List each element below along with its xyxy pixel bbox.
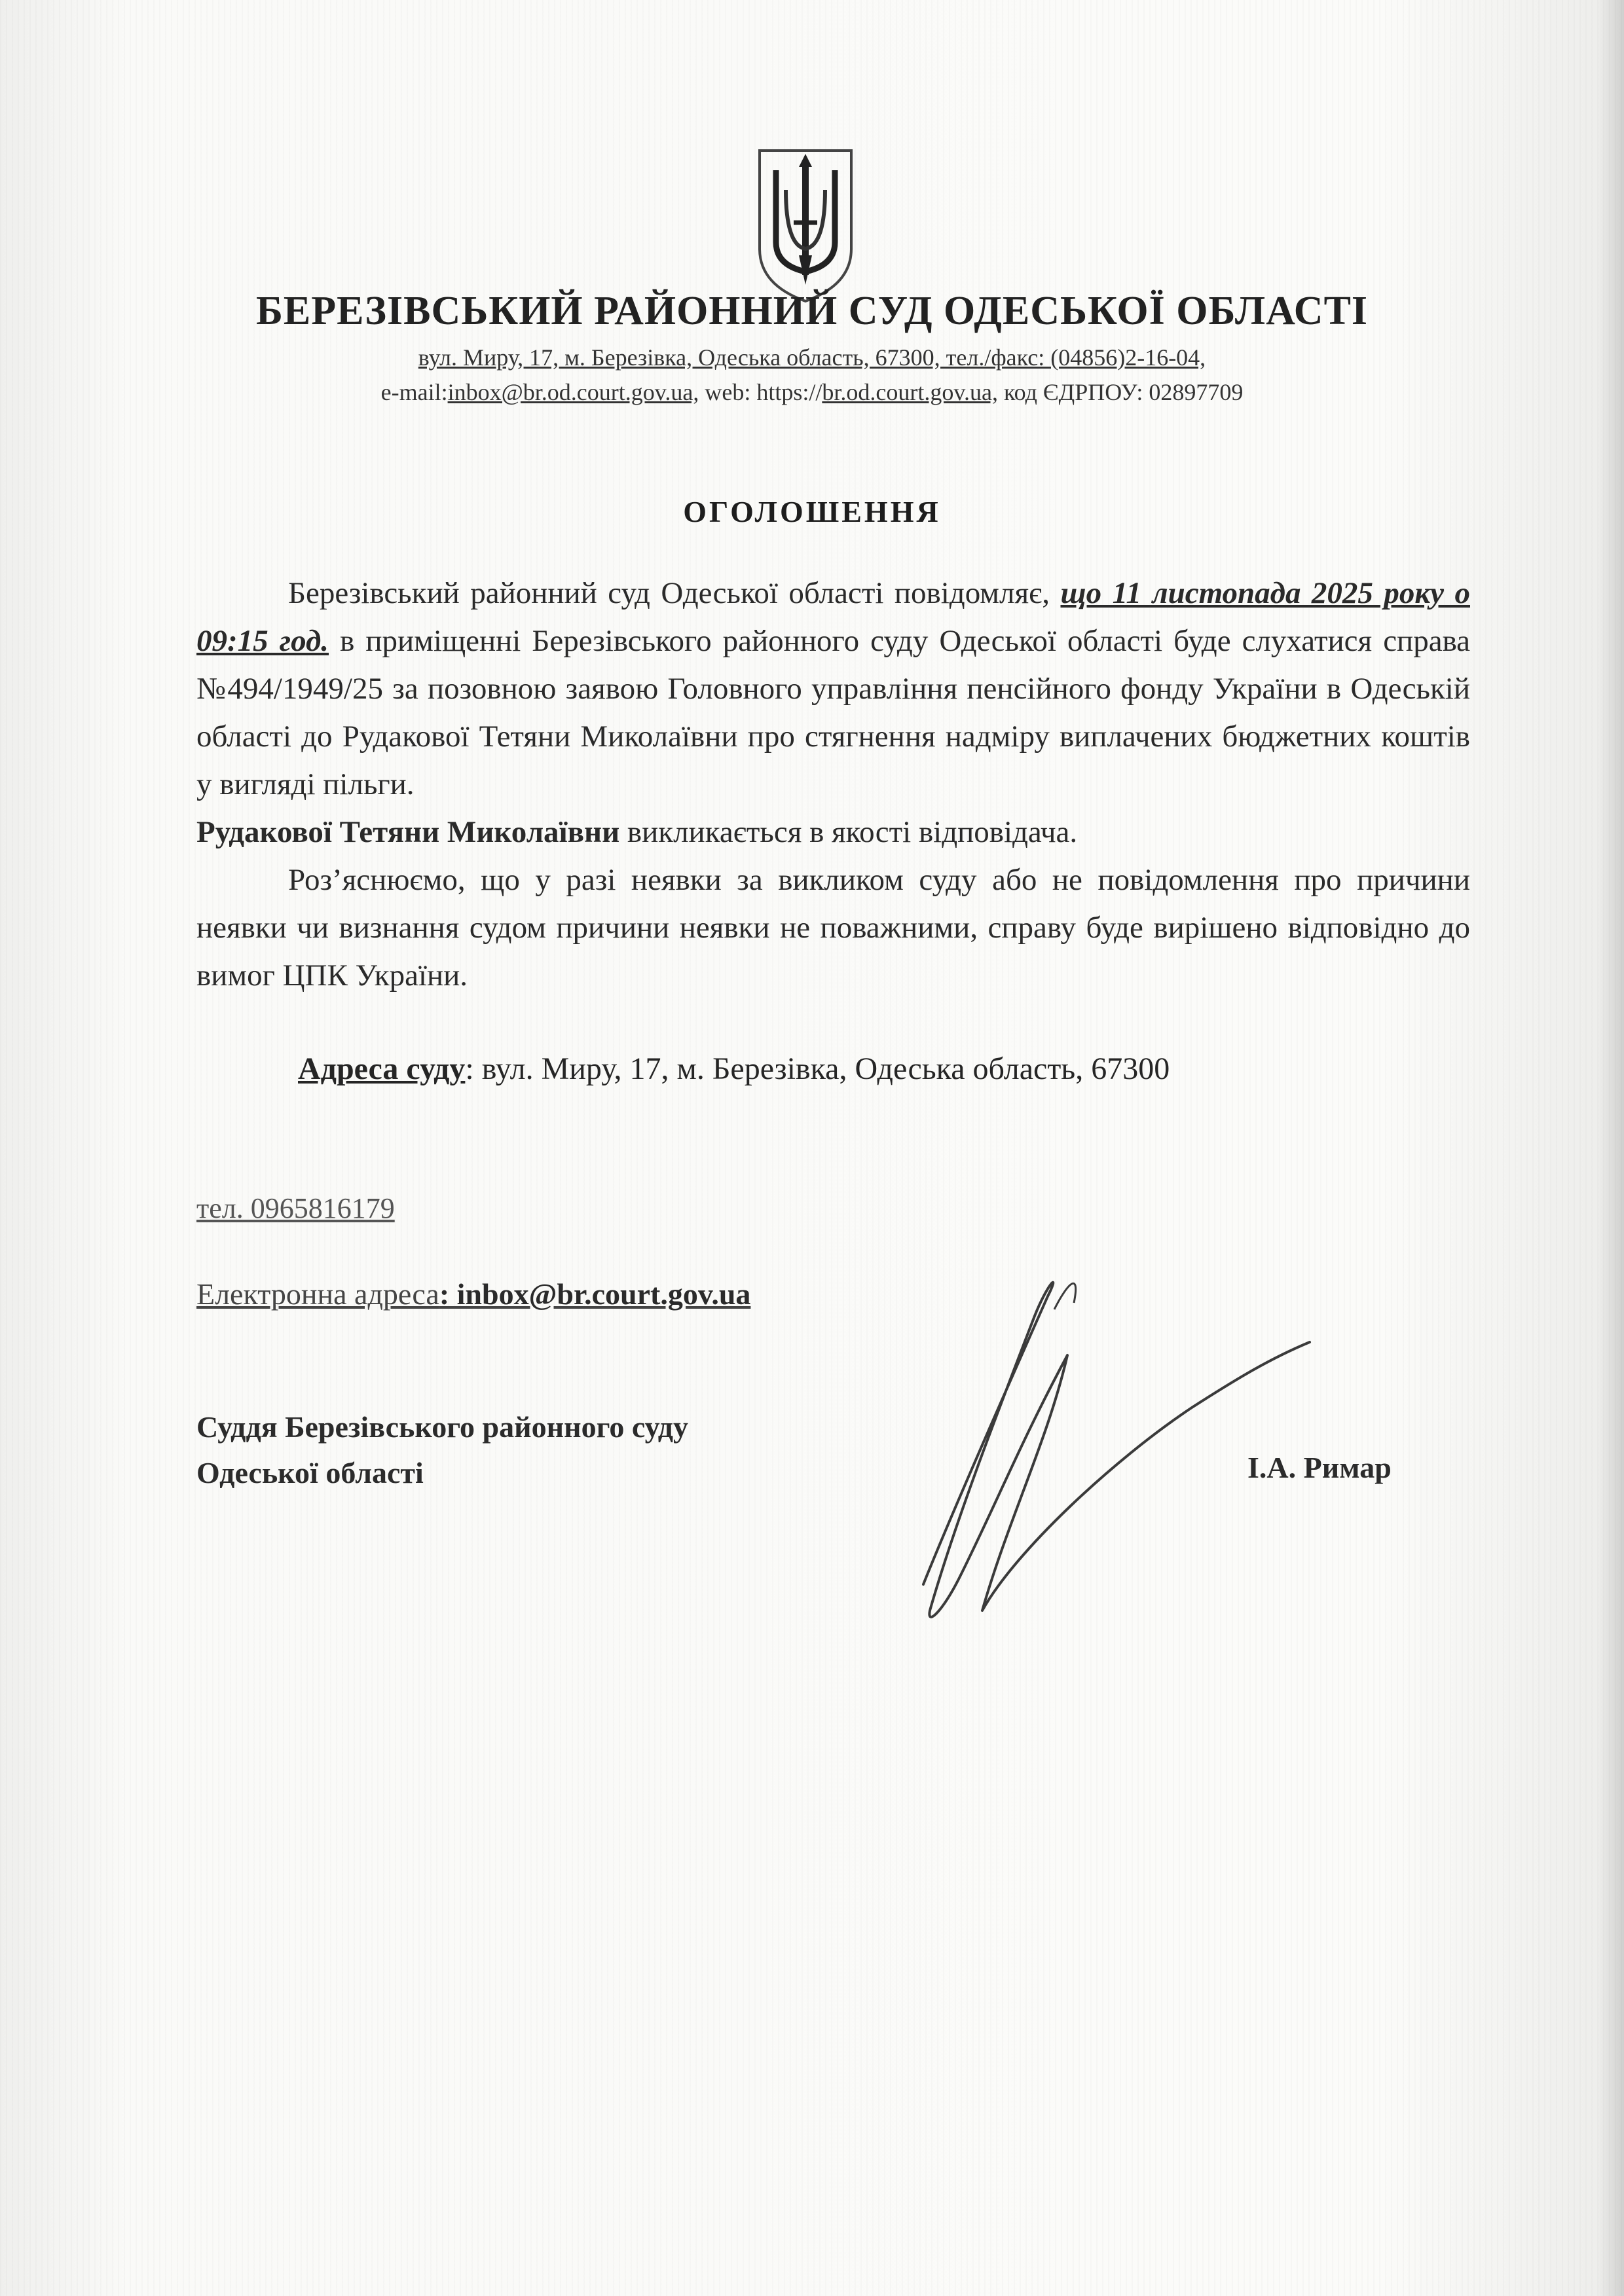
email-block	[196, 1277, 750, 1311]
paragraph-hearing	[196, 570, 1470, 809]
phone-number: тел. 0965816179	[196, 1192, 395, 1224]
handwritten-signature	[851, 1244, 1323, 1650]
announcement-body	[196, 570, 1470, 1000]
defendant-name: Рудакової Тетяни Миколаївни	[196, 815, 620, 849]
web-label: web: https://	[699, 379, 822, 405]
summons-text: викликається в якості відповідача.	[619, 815, 1078, 849]
court-name-heading: БЕРЕЗІВСЬКИЙ РАЙОННИЙ СУД ОДЕСЬКОЇ ОБЛАСТІ	[255, 289, 1369, 333]
judge-name: І.А. Римар	[1247, 1451, 1392, 1484]
court-address-line: вул. Миру, 17, м. Березівка, Одеська область, 67300, тел./факс: (04856)2-16-04,	[418, 344, 1206, 371]
court-contacts-web	[0, 378, 1624, 406]
announcement-title: ОГОЛОШЕННЯ	[683, 495, 941, 528]
hearing-date: що 11 листопада 2025 року о 09:15 год.	[196, 576, 1470, 658]
court-address-value: : вул. Миру, 17, м. Березівка, Одеська область, 67300	[465, 1051, 1170, 1086]
trident-emblem-icon	[747, 144, 864, 308]
judge-title-line1: Суддя Березівського районного суду	[196, 1410, 689, 1444]
email-block-label: Електронна адреса	[196, 1277, 439, 1311]
court-web-link[interactable]: br.od.court.gov.ua,	[822, 379, 998, 405]
paragraph-hearing-start: Березівський районний суд Одеської області повідомляє,	[288, 576, 1061, 610]
court-email-link[interactable]: inbox@br.od.court.gov.ua,	[447, 379, 699, 405]
judge-title-line2: Одеської області	[196, 1456, 424, 1489]
court-address-label: Адреса суду	[298, 1051, 466, 1086]
court-address-block	[298, 1051, 1170, 1087]
edrpou-code: код ЄДРПОУ: 02897709	[997, 379, 1244, 405]
paragraph-clarification: Роз’яснюємо, що у разі неявки за викликом суду або не повідомлення про причини неявки чи визнання судом причини неявки не поважними, справу буде вирішено відповідно до вимог ЦПК України.	[196, 863, 1470, 993]
paragraph-summons	[196, 809, 1470, 856]
email-block-value[interactable]: : inbox@br.court.gov.ua	[439, 1277, 751, 1311]
court-contacts-address	[0, 344, 1624, 371]
judge-title	[196, 1404, 688, 1496]
email-label: e-mail:	[380, 379, 448, 405]
paragraph-hearing-rest: в приміщенні Березівського районного суду Одеської області буде слухатися справа №494/1949/25 за позовною заявою Головного управління пенсійного фонду України в Одеській області до Рудакової Тетяни Миколаївни про стягнення надміру виплачених бюджетних коштів у вигляді пільги.	[196, 624, 1470, 801]
